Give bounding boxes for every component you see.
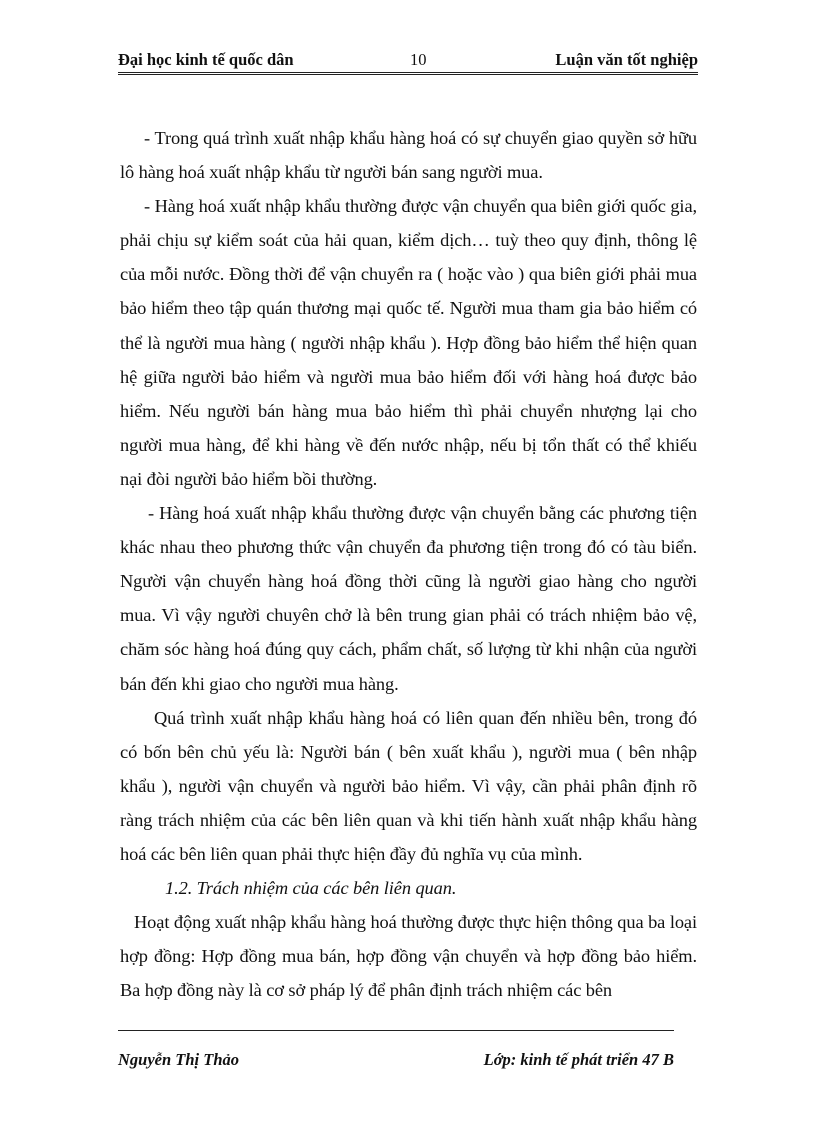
- footer-divider: [118, 1030, 674, 1031]
- paragraph-transport-carrier: - Hàng hoá xuất nhập khẩu thường được vận chuyển bằng các phương tiện khác nhau theo phương thức vận chuyển đa phương tiện trong đó có tàu biển. Người vận chuyển hàng hoá đồng thời cũng là người giao hàng cho người mua. Vì vậy người chuyên chở là bên trung gian phải có trách nhiệm bảo vệ, chăm sóc hàng hoá đúng quy cách, phẩm chất, số lượng từ khi nhận của người bán đến khi giao cho người mua hàng.: [120, 503, 697, 694]
- header-document-type: Luận văn tốt nghiệp: [555, 50, 698, 69]
- page-header: [118, 50, 698, 74]
- paragraph-ownership-transfer: - Trong quá trình xuất nhập khẩu hàng hoá có sự chuyển giao quyền sở hữu lô hàng hoá xuất nhập khẩu từ người bán sang người mua.: [120, 128, 697, 183]
- page-body: [120, 121, 697, 1007]
- section-heading: 1.2. Trách nhiệm của các bên liên quan.: [165, 878, 457, 899]
- header-divider: [118, 72, 698, 75]
- footer-class: Lớp: kinh tế phát triển 47 B: [483, 1050, 674, 1069]
- paragraph-contracts: Hoạt động xuất nhập khẩu hàng hoá thường được thực hiện thông qua ba loại hợp đồng: Hợp đồng mua bán, hợp đồng vận chuyển và hợp đồng bảo hiểm. Ba hợp đồng này là cơ sở pháp lý để phân định trách nhiệm các bên: [120, 912, 697, 1001]
- header-page-number: 10: [410, 50, 427, 69]
- paragraph-border-insurance: - Hàng hoá xuất nhập khẩu thường được vận chuyển qua biên giới quốc gia, phải chịu sự kiểm soát của hải quan, kiểm dịch… tuỳ theo quy định, thông lệ của mỗi nước. Đồng thời để vận chuyển ra ( hoặc vào ) qua biên giới phải mua bảo hiểm theo tập quán thương mại quốc tế. Người mua tham gia bảo hiểm có thể là người mua hàng ( người nhập khẩu ). Hợp đồng bảo hiểm thể hiện quan hệ giữa người bảo hiểm và người mua bảo hiểm đối với hàng hoá được bảo hiểm. Nếu người bán hàng mua bảo hiểm thì phải chuyển nhượng lại cho người mua hàng, để khi hàng về đến nước nhập, nếu bị tổn thất có thể khiếu nại đòi người bảo hiểm bồi thường.: [120, 196, 697, 489]
- footer-author: Nguyễn Thị Thảo: [118, 1050, 240, 1069]
- header-university: Đại học kinh tế quốc dân: [118, 50, 294, 69]
- paragraph-parties-involved: Quá trình xuất nhập khẩu hàng hoá có liên quan đến nhiều bên, trong đó có bốn bên chủ yếu là: Người bán ( bên xuất khẩu ), người mua ( bên nhập khẩu ), người vận chuyển và người bảo hiểm. Vì vậy, cần phải phân định rõ ràng trách nhiệm của các bên liên quan và khi tiến hành xuất nhập khẩu hàng hoá các bên liên quan phải thực hiện đầy đủ nghĩa vụ của mình.: [120, 707, 697, 864]
